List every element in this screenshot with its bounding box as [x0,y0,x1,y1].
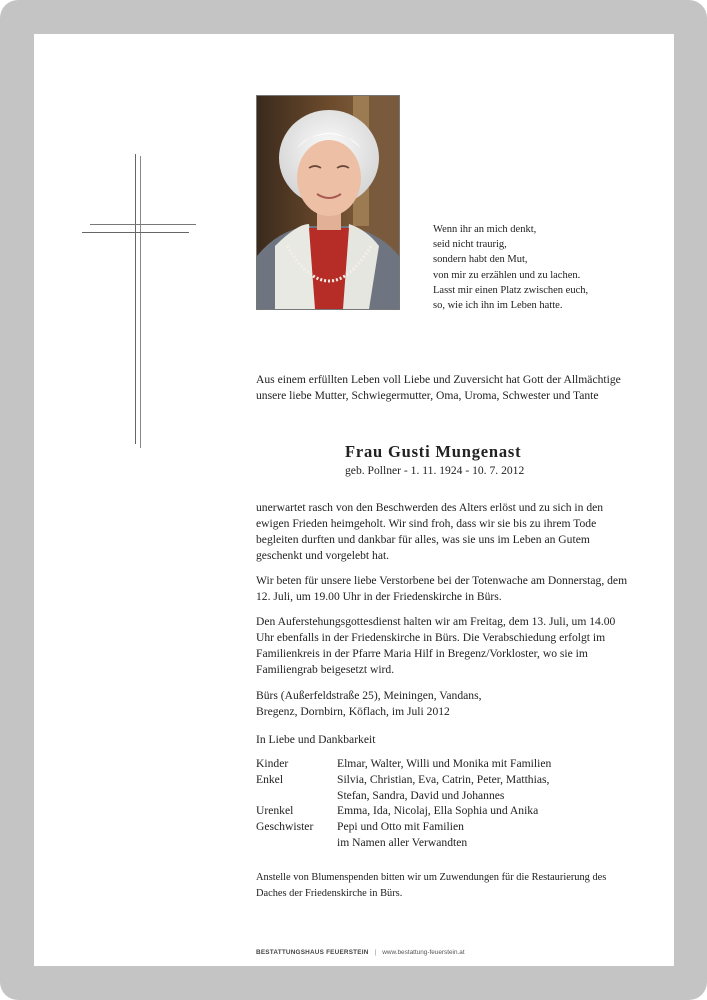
footer [256,949,465,956]
paragraph: Wir beten für unsere liebe Verstorbene bei der Totenwache am Donnerstag, dem 12. Juli, um 19.00 Uhr in der Friedenskirche in Bürs. [256,574,628,603]
obituary-page [34,34,674,966]
footer-website-link[interactable]: www.bestattung-feuerstein.at [382,949,465,956]
family-names: Elmar, Walter, Willi und Monika mit Familien [337,757,552,770]
poem-line: sondern habt den Mut, [433,254,528,266]
poem-line: so, wie ich ihn im Leben hatte. [433,300,563,312]
family-names: im Namen aller Verwandten [337,836,468,849]
family-label: Urenkel [256,804,294,817]
footer-company: BESTATTUNGSHAUS FEUERSTEIN [256,949,369,956]
deceased-name: Frau Gusti Mungenast [345,442,522,461]
poem-line: von mir zu erzählen und zu lachen. [433,269,581,281]
paragraph: Den Auferstehungsgottesdienst halten wir am Freitag, dem 13. Juli, um 14.00 Uhr ebenfalls in der Friedenskirche in Bürs. Die Verabschiedung erfolgt im Familienkreis in der Pfarre Maria Hilf in Bregenz/Vorkloster, wo sie im Familiengrab beigesetzt wird. [256,615,616,676]
footer-separator: | [374,949,377,956]
family-label: Geschwister [256,820,314,833]
family-names: Stefan, Sandra, David und Johannes [337,789,505,802]
deceased-details: geb. Pollner - 1. 11. 1924 - 10. 7. 2012 [345,464,525,477]
poem-line: seid nicht traurig, [433,239,507,251]
poem [433,222,588,313]
family-names: Emma, Ida, Nicolaj, Ella Sophia und Anika [337,804,539,817]
paragraph: unerwartet rasch von den Beschwerden des Alters erlöst und zu sich in den ewigen Frieden heimgeholt. Wir sind froh, dass wir sie bis zu ihrem Tode begleiten durften und dankbar für alles, was sie uns im Leben an Gutem geschenkt und vorgelebt hat. [256,501,604,562]
family-label: Kinder [256,757,289,770]
family-label: Enkel [256,773,284,786]
family-names: Silvia, Christian, Eva, Catrin, Peter, Matthias, [337,773,550,786]
closing-text: In Liebe und Dankbarkeit [256,733,376,746]
family-names: Pepi und Otto mit Familien [337,820,464,833]
donation-note: Anstelle von Blumenspenden bitten wir um Zuwendungen für die Restaurierung des Daches der Friedenskirche in Bürs. [256,872,607,899]
poem-line: Lasst mir einen Platz zwischen euch, [433,284,589,296]
poem-line: Wenn ihr an mich denkt, [433,224,537,235]
location-line: Bürs (Außerfeldstraße 25), Meiningen, Vandans, [256,689,482,702]
location-line: Bregenz, Dornbirn, Köflach, im Juli 2012 [256,705,450,718]
portrait-photo [256,95,400,310]
intro-text: Aus einem erfüllten Leben voll Liebe und Zuversicht hat Gott der Allmächtige unsere liebe Mutter, Schwiegermutter, Oma, Uroma, Schwester und Tante [256,373,621,402]
